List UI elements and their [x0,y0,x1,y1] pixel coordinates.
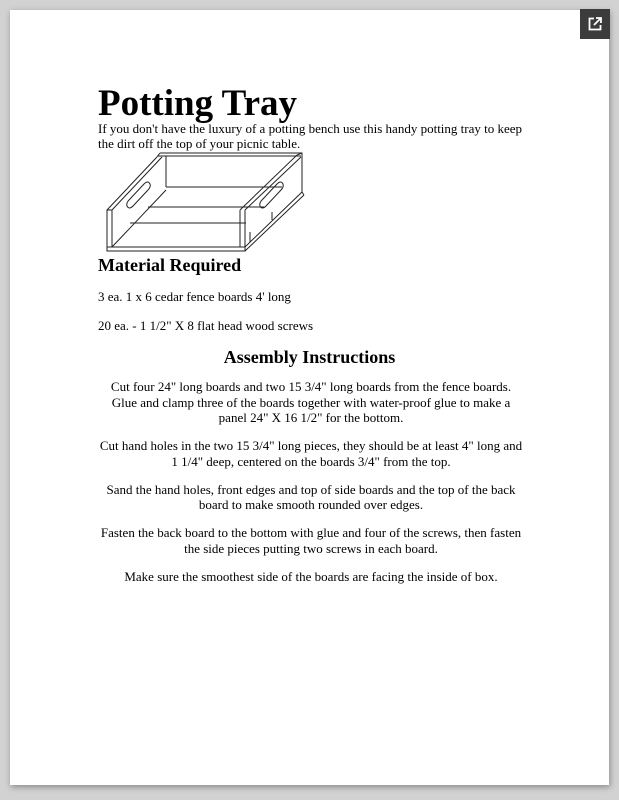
assembly-heading: Assembly Instructions [223,347,396,367]
assembly-step: Cut hand holes in the two 15 3/4" long pieces, they should be at least 4" long and 1 1/4" deep, centered on the boards 3/4" from the top. [99,438,523,469]
material-item: 20 ea. - 1 1/2" X 8 flat head wood screws [98,318,314,333]
intro-text: If you don't have the luxury of a potting bench use this handy potting tray to keep the dirt off the top of your picnic table. [98,121,523,151]
assembly-step: Cut four 24" long boards and two 15 3/4" long boards from the fence boards. Glue and clamp three of the boards together with water-proof glue to make a panel 24" X 16 1/2" for the bottom. [110,379,512,425]
assembly-step: Make sure the smoothest side of the boards are facing the inside of box. [124,568,498,584]
assembly-step: Fasten the back board to the bottom with glue and four of the screws, then fasten the side pieces putting two screws in each board. [100,525,522,556]
popout-button[interactable] [580,9,610,39]
document-title: Potting Tray [98,83,298,124]
document-page [10,10,609,785]
materials-heading: Material Required [98,255,242,275]
material-item: 3 ea. 1 x 6 cedar fence boards 4' long [98,289,291,304]
potting-tray-illustration [96,150,308,254]
open-in-new-icon [587,16,603,32]
assembly-steps [98,379,524,597]
assembly-step: Sand the hand holes, front edges and top of side boards and the top of the back board to make smooth rounded over edges. [106,481,516,512]
